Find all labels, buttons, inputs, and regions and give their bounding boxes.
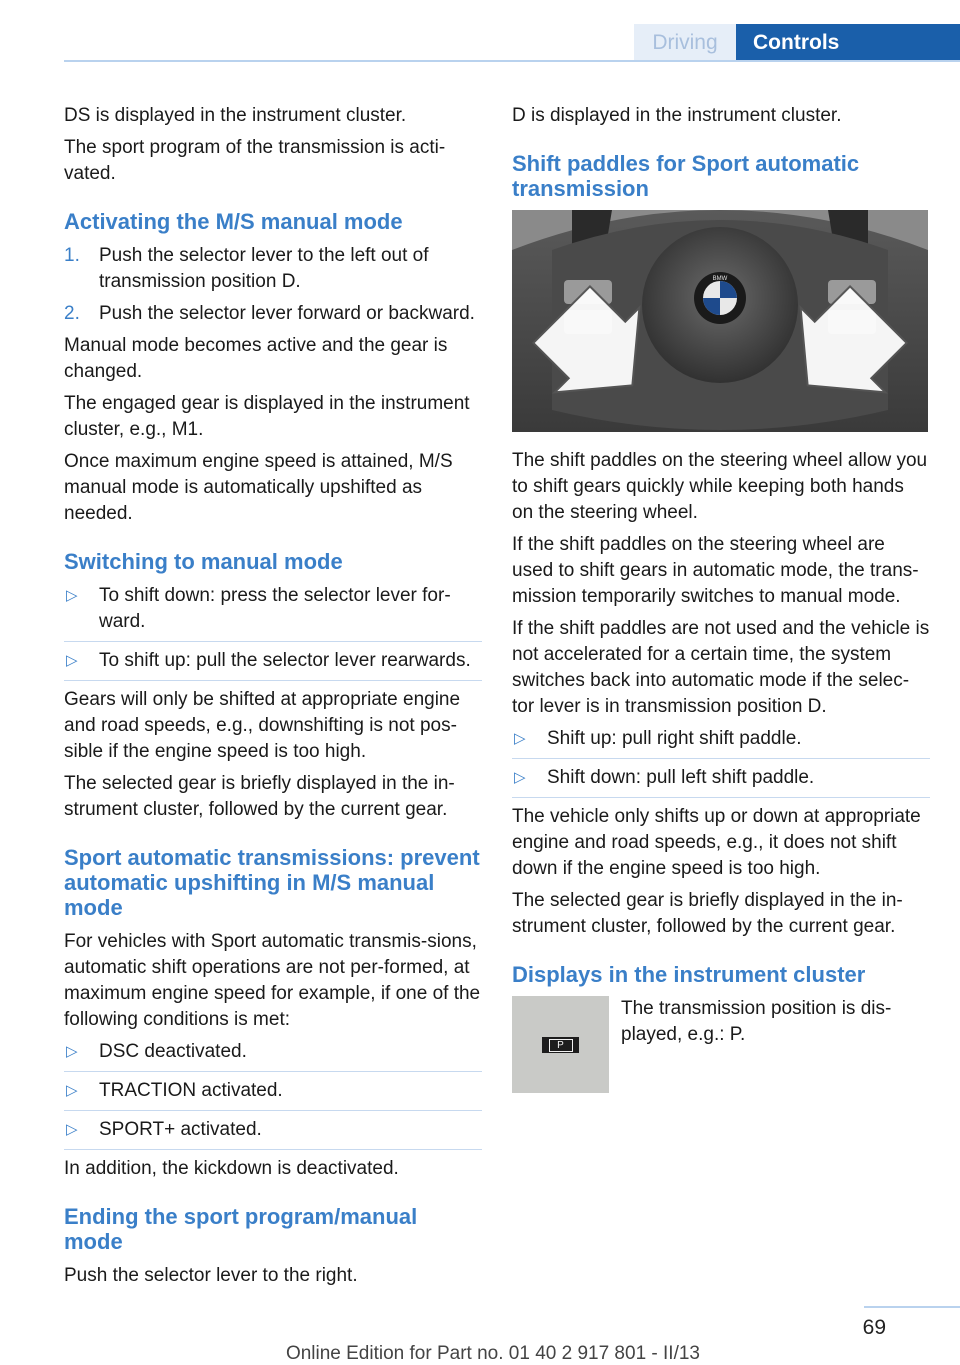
gear-letter: P <box>549 1039 573 1052</box>
edition-footer: Online Edition for Part no. 01 40 2 917 801 - II/13 <box>285 1343 700 1364</box>
triangle-bullet-icon: ▷ <box>514 730 526 747</box>
p-kickdown: In addition, the kickdown is deactivated. <box>64 1158 399 1179</box>
p-manual-active: Manual mode becomes active and the gear is changed. <box>64 335 448 382</box>
p-paddles-allow: The shift paddles on the steering wheel allow you to shift gears quickly while keeping both hands on the steering wheel. <box>512 450 928 523</box>
intro-sport-program: The sport program of the transmission is acti-vated. <box>64 137 446 184</box>
footer-rule <box>864 1306 960 1308</box>
condition-list <box>64 1039 482 1150</box>
step-number: 1. <box>64 245 80 266</box>
p-gears-shifted: Gears will only be shifted at appropriate engine and road speeds, e.g., downshifting is not pos-sible if the engine speed is too high. <box>64 689 461 762</box>
step-item <box>64 301 482 327</box>
p-selected-gear: The selected gear is briefly displayed in the in-strument cluster, followed by the current gear. <box>64 773 455 820</box>
triangle-bullet-icon: ▷ <box>66 652 78 669</box>
list-item-text: To shift up: pull the selector lever rearwards. <box>99 650 471 671</box>
display-row <box>512 996 930 1093</box>
intro-ds-displayed: DS is displayed in the instrument cluster. <box>64 105 407 126</box>
step-text: Push the selector lever to the left out of transmission position D. <box>99 245 429 292</box>
list-item <box>64 1039 482 1072</box>
list-item-text: TRACTION activated. <box>99 1080 283 1101</box>
list-item <box>512 726 930 759</box>
p-paddles-not-used: If the shift paddles are not used and the vehicle is not accelerated for a certain time, the system switches back into automatic mode if the selec-tor lever is in transmission position D. <box>512 618 930 717</box>
list-item-text: Shift down: pull left shift paddle. <box>547 767 815 788</box>
triangle-bullet-icon: ▷ <box>66 587 78 604</box>
gear-display-box <box>542 1037 579 1053</box>
list-item <box>512 765 930 798</box>
triangle-bullet-icon: ▷ <box>66 1121 78 1138</box>
list-item-text: SPORT+ activated. <box>99 1119 262 1140</box>
paddle-list <box>512 726 930 798</box>
heading-displays-cluster: Displays in the instrument cluster <box>512 962 866 987</box>
p-max-speed: Once maximum engine speed is attained, M/S manual mode is automatically upshifted as needed. <box>64 451 453 524</box>
header-rule <box>64 60 960 62</box>
heading-shift-paddles: Shift paddles for Sport automatic transmission <box>512 151 860 201</box>
p-d-displayed: D is displayed in the instrument cluster. <box>512 105 842 126</box>
activate-steps <box>64 243 482 327</box>
p-push-right: Push the selector lever to the right. <box>64 1265 358 1286</box>
left-column <box>64 103 482 1295</box>
list-item <box>64 648 482 681</box>
wheel-logo-text: BMW <box>712 276 728 282</box>
step-number: 2. <box>64 303 80 324</box>
steering-wheel-image <box>512 210 928 432</box>
list-item <box>64 1078 482 1111</box>
step-text: Push the selector lever forward or backward. <box>99 303 475 324</box>
instrument-cluster-image <box>512 996 609 1093</box>
switch-list <box>64 583 482 681</box>
list-item-text: DSC deactivated. <box>99 1041 247 1062</box>
heading-ending-sport: Ending the sport program/manual mode <box>64 1204 418 1254</box>
list-item-text: Shift up: pull right shift paddle. <box>547 728 802 749</box>
p-paddles-auto: If the shift paddles on the steering wheel are used to shift gears in automatic mode, the trans-mission temporarily switches to manual mode. <box>512 534 919 607</box>
heading-activating-ms: Activating the M/S manual mode <box>64 209 403 234</box>
tab-driving[interactable]: Driving <box>634 24 736 60</box>
triangle-bullet-icon: ▷ <box>514 769 526 786</box>
list-item-text: To shift down: press the selector lever for-ward. <box>99 585 451 632</box>
step-item <box>64 243 482 295</box>
list-item <box>64 1117 482 1150</box>
list-item <box>64 583 482 642</box>
page-number: 69 <box>862 1316 886 1339</box>
right-column <box>512 103 930 1093</box>
p-selected-gear-right: The selected gear is briefly displayed in the in-strument cluster, followed by the current gear. <box>512 890 903 937</box>
triangle-bullet-icon: ▷ <box>66 1082 78 1099</box>
tab-controls[interactable]: Controls <box>736 24 960 62</box>
p-vehicle-only: The vehicle only shifts up or down at appropriate engine and road speeds, e.g., it does not shift down if the engine speed is too high. <box>512 806 921 879</box>
heading-sport-automatic: Sport automatic transmissions: prevent automatic upshifting in M/S manual mode <box>64 845 480 920</box>
p-engaged-gear: The engaged gear is displayed in the instrument cluster, e.g., M1. <box>64 393 470 440</box>
p-vehicles-sport: For vehicles with Sport automatic transmis-sions, automatic shift operations are not per-formed, at maximum engine speed for example, if one of the following conditions is met: <box>64 931 481 1030</box>
heading-switching-manual: Switching to manual mode <box>64 549 343 574</box>
p-position-displayed: The transmission position is dis-played, e.g.: P. <box>621 998 892 1045</box>
triangle-bullet-icon: ▷ <box>66 1043 78 1060</box>
